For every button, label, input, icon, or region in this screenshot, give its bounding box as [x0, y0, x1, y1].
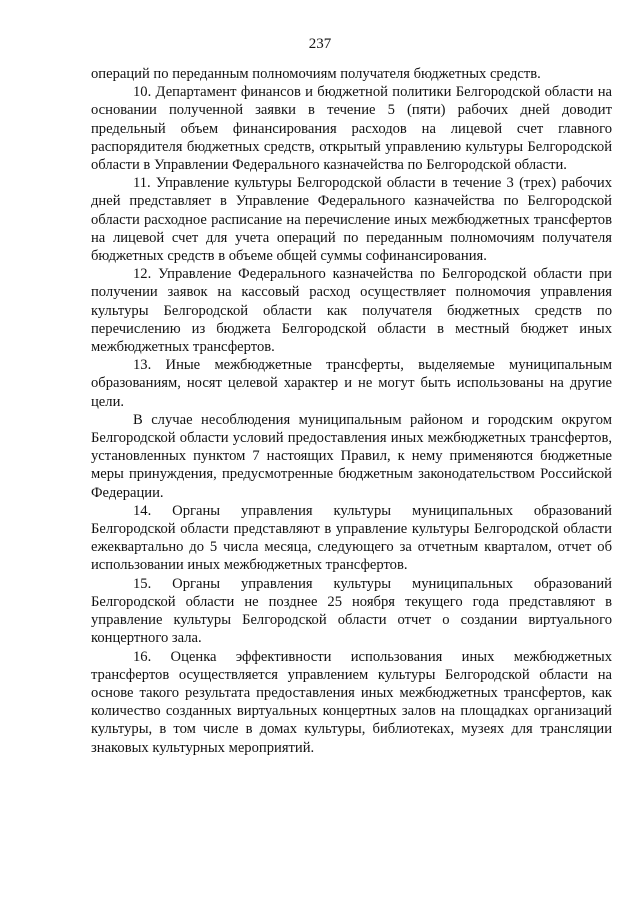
paragraph-11: 11. Управление культуры Белгородской области в течение 3 (трех) рабочих дней представляет в Управление Федерального казначейства по Белгородской области расходное расписание на перечисление иных межбюджетных трансфертов на лицевой счет для учета операций по переданным полномочиям получателя бюджетных средств в объеме общей суммы софинансирования. — [91, 175, 612, 265]
page-number: 237 — [308, 36, 332, 52]
paragraph-15: 15. Органы управления культуры муниципальных образований Белгородской области не позднее 25 ноября текущего года представляют в управление культуры Белгородской области отчет о создании виртуального концертного зала. — [91, 575, 612, 647]
paragraph-16: 16. Оценка эффективности использования иных межбюджетных трансфертов осуществляется управлением культуры Белгородской области на основе такого результата предоставления иных межбюджетных трансфертов, как количество созданных виртуальных концертных залов на площадках организаций культуры, в том числе в домах культуры, библиотеках, музеях для трансляции знаковых культурных мероприятий. — [91, 648, 612, 756]
paragraph-14: 14. Органы управления культуры муниципальных образований Белгородской области представляют в управление культуры Белгородской области ежеквартально до 5 числа месяца, следующего за отчетным кварталом, отчет об использовании иных межбюджетных трансфертов. — [91, 502, 612, 574]
paragraph-10: 10. Департамент финансов и бюджетной политики Белгородской области на основании полученной заявки в течение 5 (пяти) рабочих дней доводит предельный объем финансирования расходов на лицевой счет главного распорядителя бюджетных средств, открытый управлению культуры Белгородской области в Управлении Федерального казначейства по Белгородской области. — [91, 84, 612, 174]
paragraph-12: 12. Управление Федерального казначейства по Белгородской области при получении заявок на кассовый расход осуществляет полномочия управления культуры Белгородской области как получателя бюджетных средств по перечислению из бюджета Белгородской области в местный бюджет иных межбюджетных трансфертов. — [91, 266, 612, 356]
paragraph-continuation: операций по переданным полномочиям получателя бюджетных средств. — [91, 66, 541, 82]
paragraph-13-sanctions: В случае несоблюдения муниципальным районом и городским округом Белгородской области условий предоставления иных межбюджетных трансфертов, установленных пунктом 7 настоящих Правил, к нему применяются бюджетные меры принуждения, предусмотренные бюджетным законодательством Российской Федерации. — [91, 411, 612, 501]
paragraph-13: 13. Иные межбюджетные трансферты, выделяемые муниципальным образованиям, носят целевой характер и не могут быть использованы на другие цели. — [91, 357, 612, 410]
document-body — [91, 65, 612, 757]
